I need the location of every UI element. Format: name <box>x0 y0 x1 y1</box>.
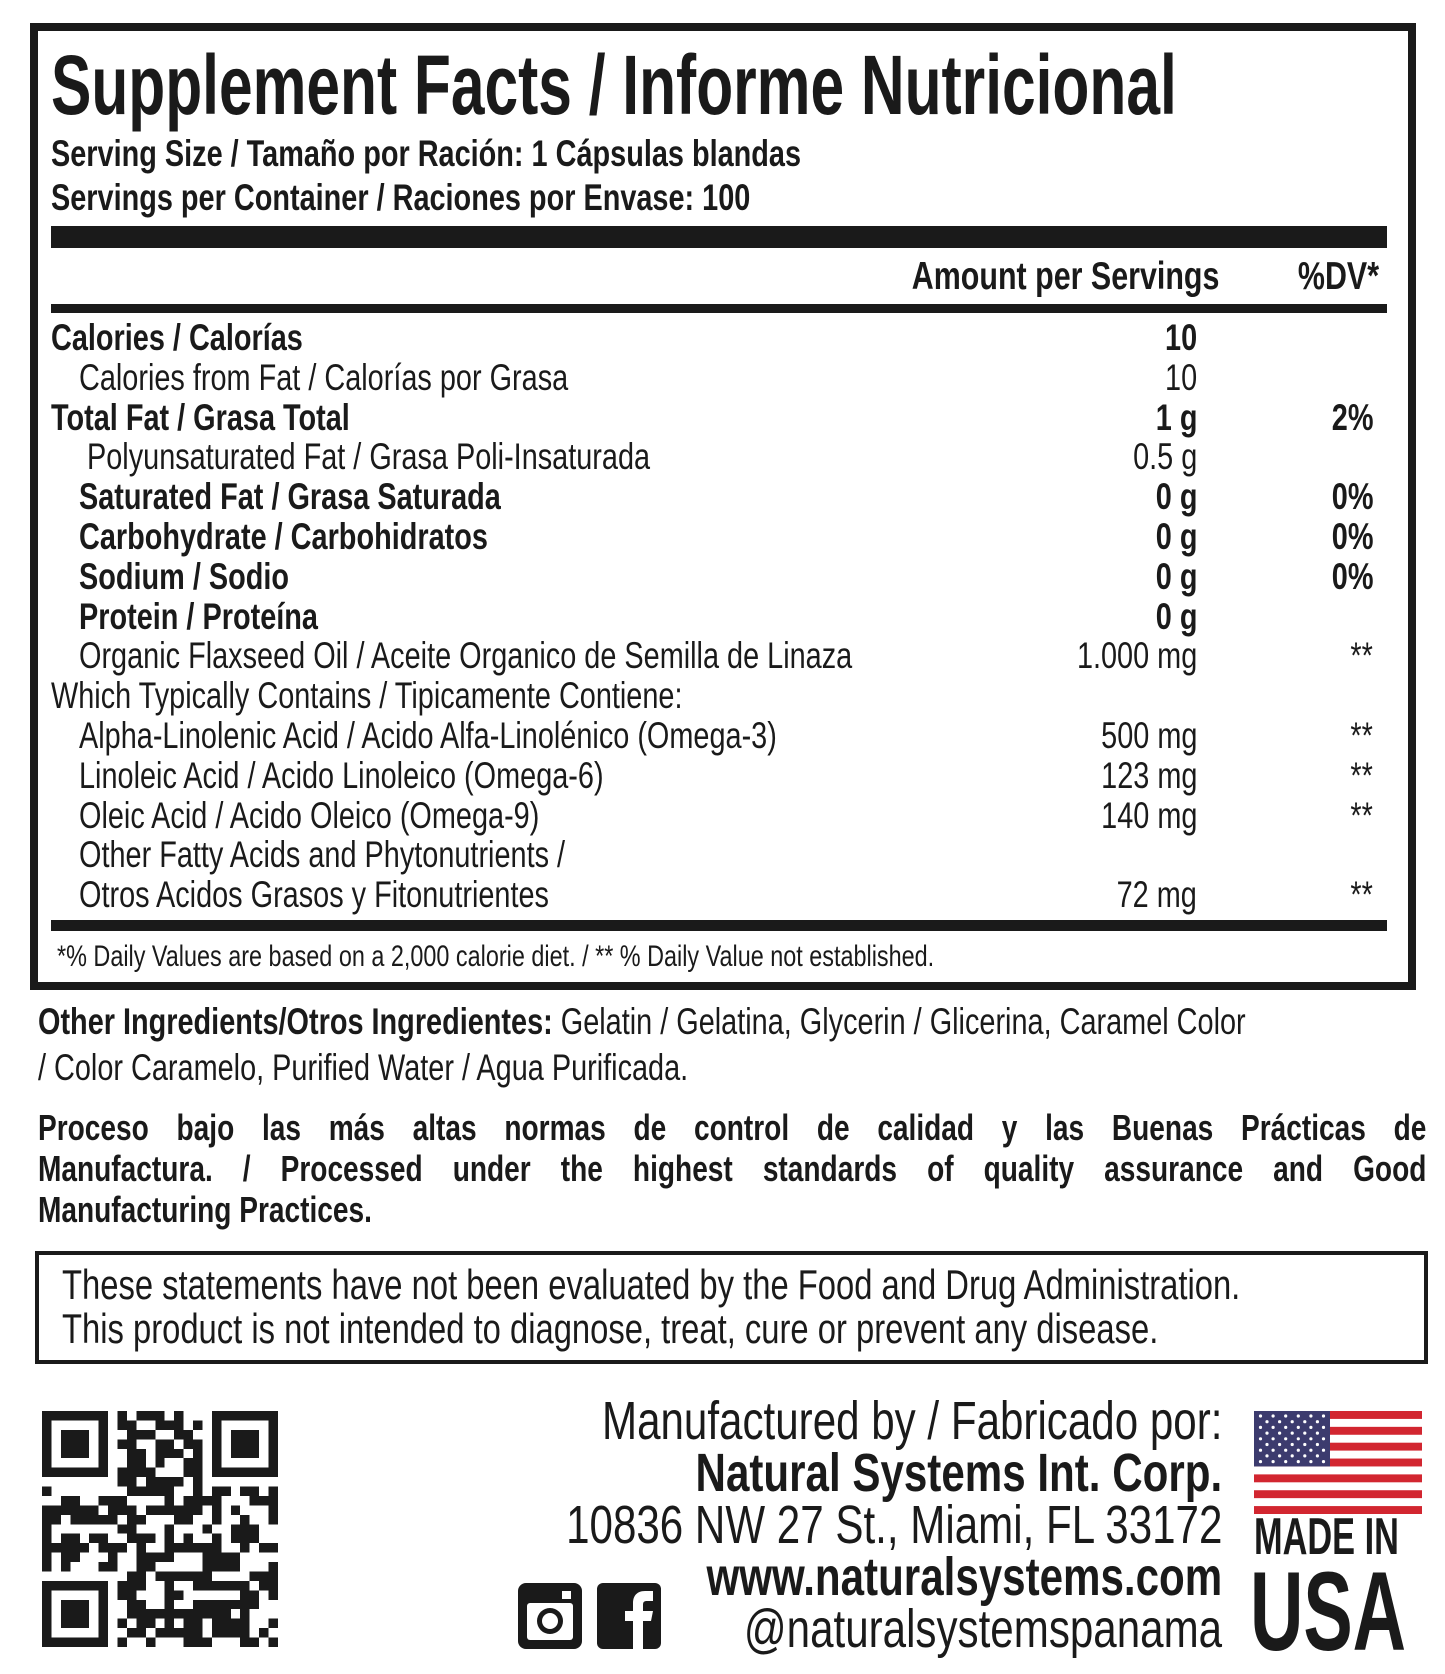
manufacturer-address-text: 10836 NW 27 St., Miami, FL 33172 <box>565 1495 1222 1555</box>
manufacturer-label-text: Manufactured by / Fabricado por: <box>601 1391 1222 1451</box>
fda-line-2-text: This product is not intended to diagnose, treat, cure or prevent any disease. <box>62 1305 1159 1352</box>
nutrient-row <box>51 398 1387 438</box>
other-ingredients-line-1 <box>38 1002 1445 1042</box>
nutrient-amount: 140 mg <box>1100 794 1197 836</box>
thick-divider <box>51 226 1387 248</box>
usa-label <box>1250 1549 1445 1674</box>
facebook-icon[interactable] <box>597 1583 661 1649</box>
nutrient-row <box>51 636 1387 676</box>
nutrient-row <box>51 835 1387 875</box>
nutrient-amount: 0.5 g <box>1132 436 1197 478</box>
nutrient-row <box>51 676 1387 716</box>
fda-line-1-text: These statements have not been evaluated by the Food and Drug Administration. <box>62 1261 1241 1308</box>
nutrient-label: Otros Acidos Grasos y Fitonutrientes <box>79 874 549 916</box>
nutrient-amount: 10 <box>1164 356 1197 398</box>
header-divider <box>51 304 1387 313</box>
fda-line-2 <box>62 1307 1445 1351</box>
other-ingredients-label: Other Ingredients/Otros Ingredientes: <box>38 1001 553 1042</box>
nutrient-row <box>51 477 1387 517</box>
other-ingredients-line-2 <box>38 1048 872 1088</box>
nutrient-row <box>51 716 1387 756</box>
process-line-2: Manufactura. / Processed under the highest standards of quality assurance and Good <box>38 1148 1427 1189</box>
nutrient-row <box>51 756 1387 796</box>
nutrient-amount: 123 mg <box>1100 754 1197 796</box>
process-line-3 <box>38 1190 466 1230</box>
serving-size-text: Serving Size / Tamaño por Ración: 1 Cápsulas blandas <box>51 133 802 174</box>
dv-header-text: %DV* <box>1297 255 1379 298</box>
servings-per-container-text: Servings per Container / Raciones por Envase: 100 <box>51 177 751 218</box>
other-ingredients-text-2: / Color Caramelo, Purified Water / Agua Purificada. <box>38 1047 689 1088</box>
footnote-text: *% Daily Values are based on a 2,000 calorie diet. / ** % Daily Value not established. <box>57 940 935 973</box>
nutrient-label: Polyunsaturated Fat / Grasa Poli-Insaturada <box>87 436 651 478</box>
title-text: Supplement Facts / Informe Nutricional <box>51 38 1177 132</box>
instagram-icon[interactable] <box>518 1583 582 1649</box>
nutrient-label: Saturated Fat / Grasa Saturada <box>79 476 501 518</box>
fda-disclaimer-box <box>35 1251 1428 1364</box>
nutrient-dv: ** <box>1350 754 1373 796</box>
process-line-1: Proceso bajo las más altas normas de control de calidad y las Buenas Prácticas de <box>38 1107 1427 1148</box>
nutrient-label: Calories from Fat / Calorías por Grasa <box>79 356 569 398</box>
nutrient-label: Organic Flaxseed Oil / Aceite Organico de Semilla de Linaza <box>79 635 853 677</box>
nutrient-dv: 0% <box>1331 476 1373 518</box>
nutrient-dv: 2% <box>1331 396 1373 438</box>
nutrient-label: Other Fatty Acids and Phytonutrients / <box>79 834 566 876</box>
nutrient-row <box>51 318 1387 358</box>
page-title <box>51 40 1445 130</box>
nutrient-amount: 0 g <box>1155 555 1197 597</box>
nutrient-dv: ** <box>1350 715 1373 756</box>
nutrient-label: Calories / Calorías <box>51 317 303 358</box>
nutrient-row <box>51 875 1387 915</box>
nutrient-amount: 500 mg <box>1100 715 1197 756</box>
bottom-divider <box>51 920 1387 931</box>
dv-header <box>1275 256 1379 298</box>
process-line-3-text: Manufacturing Practices. <box>38 1189 372 1230</box>
nutrient-row <box>51 557 1387 597</box>
footnote <box>57 940 1182 974</box>
nutrient-label: Total Fat / Grasa Total <box>51 396 350 438</box>
manufacturer-name-text: Natural Systems Int. Corp. <box>695 1443 1222 1503</box>
nutrient-label: Sodium / Sodio <box>79 555 290 597</box>
website-text[interactable]: www.naturalsystems.com <box>706 1547 1222 1607</box>
usa-flag-icon <box>1254 1411 1422 1514</box>
nutrient-label: Carbohydrate / Carbohidratos <box>79 516 488 557</box>
nutrient-amount: 0 g <box>1155 516 1197 557</box>
nutrient-row <box>51 437 1387 477</box>
amount-header-text: Amount per Servings <box>911 255 1219 298</box>
amount-header <box>825 256 1219 298</box>
servings-per-container <box>51 178 948 218</box>
manufacturer-label <box>427 1391 1222 1451</box>
other-ingredients-text: Gelatin / Gelatina, Glycerin / Glicerina, Caramel Color <box>552 1001 1246 1042</box>
nutrient-dv: ** <box>1350 794 1373 836</box>
nutrient-row <box>51 358 1387 398</box>
nutrient-label: Oleic Acid / Acido Oleico (Omega-9) <box>79 794 540 836</box>
nutrient-amount: 1 g <box>1155 396 1197 438</box>
nutrient-dv: 0% <box>1331 555 1373 597</box>
nutrient-amount: 0 g <box>1155 595 1197 637</box>
nutrient-dv: 0% <box>1331 516 1373 557</box>
nutrient-amount: 1.000 mg <box>1076 635 1197 677</box>
manufacturer-name <box>547 1443 1222 1503</box>
nutrient-row <box>51 796 1387 836</box>
nutrient-label: Protein / Proteína <box>79 595 318 637</box>
nutrient-dv: ** <box>1350 635 1373 677</box>
nutrient-amount: 72 mg <box>1116 874 1197 916</box>
social-handle[interactable] <box>609 1599 1222 1659</box>
fda-line-1 <box>62 1263 1445 1307</box>
nutrient-amount: 10 <box>1164 317 1197 358</box>
nutrient-row <box>51 517 1387 557</box>
nutrient-amount: 0 g <box>1155 476 1197 518</box>
nutrient-label: Which Typically Contains / Tipicamente Contiene: <box>51 675 683 717</box>
qr-code[interactable] <box>40 1411 280 1647</box>
manufacturer-address <box>381 1495 1222 1555</box>
serving-size <box>51 134 1013 174</box>
social-handle-text[interactable]: @naturalsystemspanama <box>743 1599 1222 1659</box>
made-in-text: MADE IN <box>1254 1508 1399 1566</box>
nutrient-label: Linoleic Acid / Acido Linoleico (Omega-6) <box>79 754 604 796</box>
nutrient-label: Alpha-Linolenic Acid / Acido Alfa-Linolénico (Omega-3) <box>79 715 777 756</box>
nutrient-row <box>51 597 1387 637</box>
usa-text: USA <box>1250 1549 1407 1674</box>
nutrient-dv: ** <box>1350 874 1373 916</box>
